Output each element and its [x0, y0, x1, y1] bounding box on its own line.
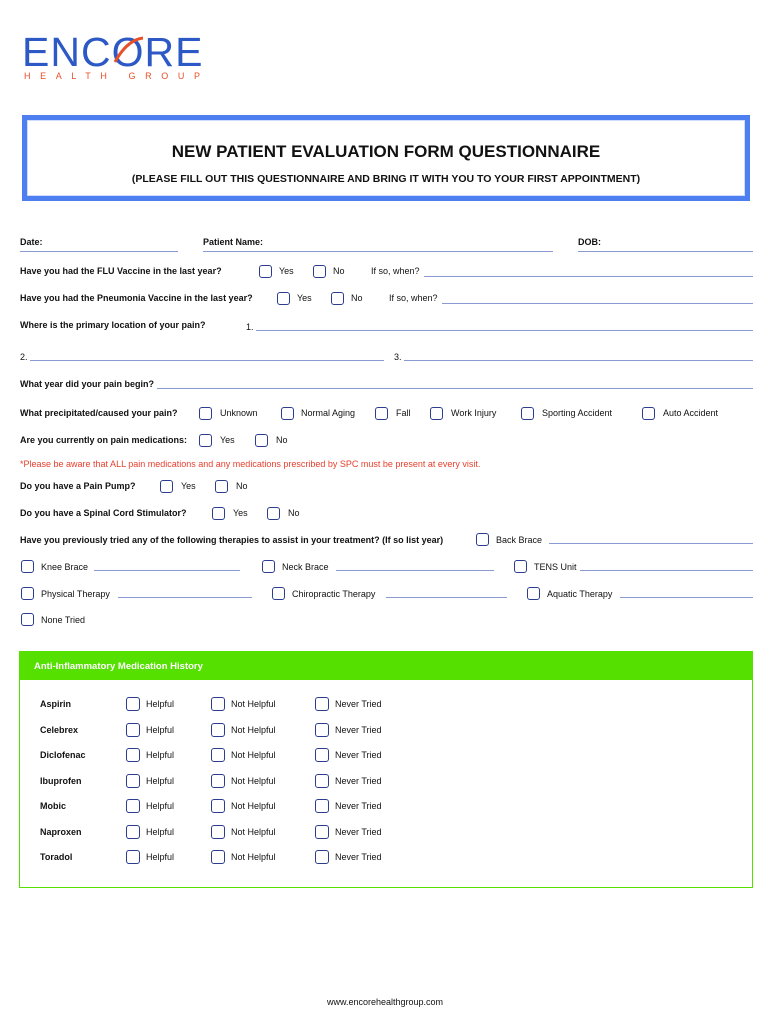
- pain-meds-yes-label: Yes: [220, 435, 235, 445]
- pain-meds-question: Are you currently on pain medications:: [20, 435, 188, 445]
- neck-brace-label: Neck Brace: [282, 562, 329, 572]
- pain-pump-no-checkbox[interactable]: [215, 480, 228, 493]
- form-subtitle: (PLEASE FILL OUT THIS QUESTIONNAIRE AND BRING IT WITH YOU TO YOUR FIRST APPOINTMENT): [131, 173, 641, 185]
- back-brace-label: Back Brace: [496, 535, 543, 545]
- aquatic-therapy-checkbox[interactable]: [527, 587, 540, 600]
- pain-location-1-label: 1.: [246, 322, 254, 332]
- helpful-checkbox[interactable]: [126, 799, 140, 813]
- helpful-checkbox[interactable]: [126, 697, 140, 711]
- none-tried-checkbox[interactable]: [21, 613, 34, 626]
- flu-when-field[interactable]: [424, 276, 753, 277]
- helpful-checkbox[interactable]: [126, 850, 140, 864]
- cause-work-injury-checkbox[interactable]: [430, 407, 443, 420]
- stimulator-yes-checkbox[interactable]: [212, 507, 225, 520]
- cause-unknown-checkbox[interactable]: [199, 407, 212, 420]
- knee-brace-label: Knee Brace: [41, 562, 89, 572]
- not-helpful-checkbox[interactable]: [211, 723, 225, 737]
- never-tried-label: Never Tried: [335, 852, 382, 862]
- not-helpful-label: Not Helpful: [231, 725, 276, 735]
- not-helpful-label: Not Helpful: [231, 852, 276, 862]
- form-title: NEW PATIENT EVALUATION FORM QUESTIONNAIRE: [171, 142, 601, 161]
- helpful-checkbox[interactable]: [126, 723, 140, 737]
- pain-meds-yes-checkbox[interactable]: [199, 434, 212, 447]
- therapies-question: Have you previously tried any of the following therapies to assist in your treatment? (If so list year): [20, 535, 444, 545]
- never-tried-checkbox[interactable]: [315, 799, 329, 813]
- not-helpful-label: Not Helpful: [231, 750, 276, 760]
- cause-normal-aging-label: Normal Aging: [301, 408, 356, 418]
- footer-website: www.encorehealthgroup.com: [326, 997, 444, 1007]
- never-tried-label: Never Tried: [335, 699, 382, 709]
- medication-name: Naproxen: [40, 827, 82, 837]
- pneumonia-when-label: If so, when?: [389, 293, 438, 303]
- pain-pump-yes-checkbox[interactable]: [160, 480, 173, 493]
- cause-work-injury-label: Work Injury: [451, 408, 497, 418]
- never-tried-checkbox[interactable]: [315, 697, 329, 711]
- medication-history-title: Anti-Inflammatory Medication History: [34, 661, 203, 672]
- dob-field[interactable]: [578, 251, 753, 252]
- never-tried-checkbox[interactable]: [315, 774, 329, 788]
- pneumonia-yes-checkbox[interactable]: [277, 292, 290, 305]
- pneumonia-question: Have you had the Pneumonia Vaccine in the last year?: [20, 293, 253, 303]
- tens-unit-year-field[interactable]: [580, 570, 753, 571]
- chiropractic-therapy-year-field[interactable]: [386, 597, 507, 598]
- helpful-label: Helpful: [146, 750, 175, 760]
- form-header-box: [22, 115, 750, 201]
- helpful-checkbox[interactable]: [126, 774, 140, 788]
- medication-name: Diclofenac: [40, 750, 86, 760]
- chiropractic-therapy-label: Chiropractic Therapy: [292, 589, 376, 599]
- logo-subtitle: HEALTH GROUP: [24, 71, 210, 81]
- not-helpful-checkbox[interactable]: [211, 774, 225, 788]
- never-tried-label: Never Tried: [335, 827, 382, 837]
- pain-pump-question: Do you have a Pain Pump?: [20, 481, 136, 491]
- pneumonia-when-field[interactable]: [442, 303, 753, 304]
- pain-location-3-field[interactable]: [404, 360, 753, 361]
- medication-name: Toradol: [40, 852, 73, 862]
- never-tried-checkbox[interactable]: [315, 825, 329, 839]
- date-label: Date:: [20, 237, 43, 247]
- medication-name: Ibuprofen: [40, 776, 82, 786]
- cause-auto-accident-checkbox[interactable]: [642, 407, 655, 420]
- pain-meds-no-checkbox[interactable]: [255, 434, 268, 447]
- medication-notice: *Please be aware that ALL pain medications and any medications prescribed by SPC must be present at every visit.: [20, 459, 481, 469]
- cause-auto-accident-label: Auto Accident: [663, 408, 719, 418]
- cause-sporting-accident-label: Sporting Accident: [542, 408, 613, 418]
- pain-pump-yes-label: Yes: [181, 481, 196, 491]
- back-brace-year-field[interactable]: [549, 543, 753, 544]
- pain-location-2-label: 2.: [20, 352, 28, 362]
- medication-history-header: [20, 652, 752, 680]
- pain-location-1-field[interactable]: [256, 330, 753, 331]
- none-tried-label: None Tried: [41, 615, 86, 625]
- cause-fall-checkbox[interactable]: [375, 407, 388, 420]
- never-tried-label: Never Tried: [335, 776, 382, 786]
- cause-fall-label: Fall: [396, 408, 411, 418]
- pain-meds-no-label: No: [276, 435, 288, 445]
- not-helpful-label: Not Helpful: [231, 776, 276, 786]
- not-helpful-checkbox[interactable]: [211, 799, 225, 813]
- not-helpful-checkbox[interactable]: [211, 697, 225, 711]
- helpful-label: Helpful: [146, 801, 175, 811]
- cause-unknown-label: Unknown: [220, 408, 258, 418]
- never-tried-label: Never Tried: [335, 801, 382, 811]
- medication-name: Aspirin: [40, 699, 72, 709]
- back-brace-checkbox[interactable]: [476, 533, 489, 546]
- logo-text-part-2: O: [111, 29, 145, 75]
- aquatic-therapy-label: Aquatic Therapy: [547, 589, 613, 599]
- neck-brace-year-field[interactable]: [336, 570, 494, 571]
- knee-brace-checkbox[interactable]: [21, 560, 34, 573]
- helpful-checkbox[interactable]: [126, 825, 140, 839]
- physical-therapy-year-field[interactable]: [118, 597, 252, 598]
- pneumonia-no-label: No: [351, 293, 363, 303]
- helpful-label: Helpful: [146, 852, 175, 862]
- flu-yes-label: Yes: [279, 266, 294, 276]
- not-helpful-checkbox[interactable]: [211, 850, 225, 864]
- stimulator-no-checkbox[interactable]: [267, 507, 280, 520]
- helpful-label: Helpful: [146, 776, 175, 786]
- neck-brace-checkbox[interactable]: [262, 560, 275, 573]
- not-helpful-label: Not Helpful: [231, 801, 276, 811]
- cause-question: What precipitated/caused your pain?: [20, 408, 178, 418]
- never-tried-checkbox[interactable]: [315, 850, 329, 864]
- logo-text-part-1: ENC: [22, 29, 112, 75]
- never-tried-checkbox[interactable]: [315, 748, 329, 762]
- pneumonia-yes-label: Yes: [297, 293, 312, 303]
- aquatic-therapy-year-field[interactable]: [620, 597, 753, 598]
- company-logo: [22, 30, 203, 74]
- physical-therapy-label: Physical Therapy: [41, 589, 110, 599]
- patient-name-field[interactable]: [203, 251, 553, 252]
- not-helpful-label: Not Helpful: [231, 827, 276, 837]
- tens-unit-label: TENS Unit: [534, 562, 577, 572]
- helpful-checkbox[interactable]: [126, 748, 140, 762]
- pain-location-3-label: 3.: [394, 352, 402, 362]
- not-helpful-checkbox[interactable]: [211, 825, 225, 839]
- pain-location-2-field[interactable]: [30, 360, 384, 361]
- helpful-label: Helpful: [146, 827, 175, 837]
- pain-pump-no-label: No: [236, 481, 248, 491]
- cause-sporting-accident-checkbox[interactable]: [521, 407, 534, 420]
- flu-when-label: If so, when?: [371, 266, 420, 276]
- stimulator-question: Do you have a Spinal Cord Stimulator?: [20, 508, 187, 518]
- patient-name-label: Patient Name:: [203, 237, 264, 247]
- logo-o-mark: [112, 30, 145, 74]
- pain-year-question: What year did your pain begin?: [20, 379, 155, 389]
- logo-text-part-3: RE: [144, 29, 204, 75]
- helpful-label: Helpful: [146, 725, 175, 735]
- not-helpful-checkbox[interactable]: [211, 748, 225, 762]
- physical-therapy-checkbox[interactable]: [21, 587, 34, 600]
- pneumonia-no-checkbox[interactable]: [331, 292, 344, 305]
- medication-name: Mobic: [40, 801, 66, 811]
- flu-no-label: No: [333, 266, 345, 276]
- flu-question: Have you had the FLU Vaccine in the last year?: [20, 266, 222, 276]
- never-tried-label: Never Tried: [335, 725, 382, 735]
- helpful-label: Helpful: [146, 699, 175, 709]
- never-tried-label: Never Tried: [335, 750, 382, 760]
- pain-year-field[interactable]: [157, 388, 753, 389]
- date-field[interactable]: [20, 251, 178, 252]
- pain-location-question: Where is the primary location of your pain?: [20, 320, 206, 330]
- tens-unit-checkbox[interactable]: [514, 560, 527, 573]
- flu-yes-checkbox[interactable]: [259, 265, 272, 278]
- logo-swoosh-icon: [109, 32, 147, 72]
- flu-no-checkbox[interactable]: [313, 265, 326, 278]
- medication-name: Celebrex: [40, 725, 79, 735]
- never-tried-checkbox[interactable]: [315, 723, 329, 737]
- stimulator-no-label: No: [288, 508, 300, 518]
- dob-label: DOB:: [578, 237, 601, 247]
- not-helpful-label: Not Helpful: [231, 699, 276, 709]
- cause-normal-aging-checkbox[interactable]: [281, 407, 294, 420]
- chiropractic-therapy-checkbox[interactable]: [272, 587, 285, 600]
- stimulator-yes-label: Yes: [233, 508, 248, 518]
- knee-brace-year-field[interactable]: [94, 570, 240, 571]
